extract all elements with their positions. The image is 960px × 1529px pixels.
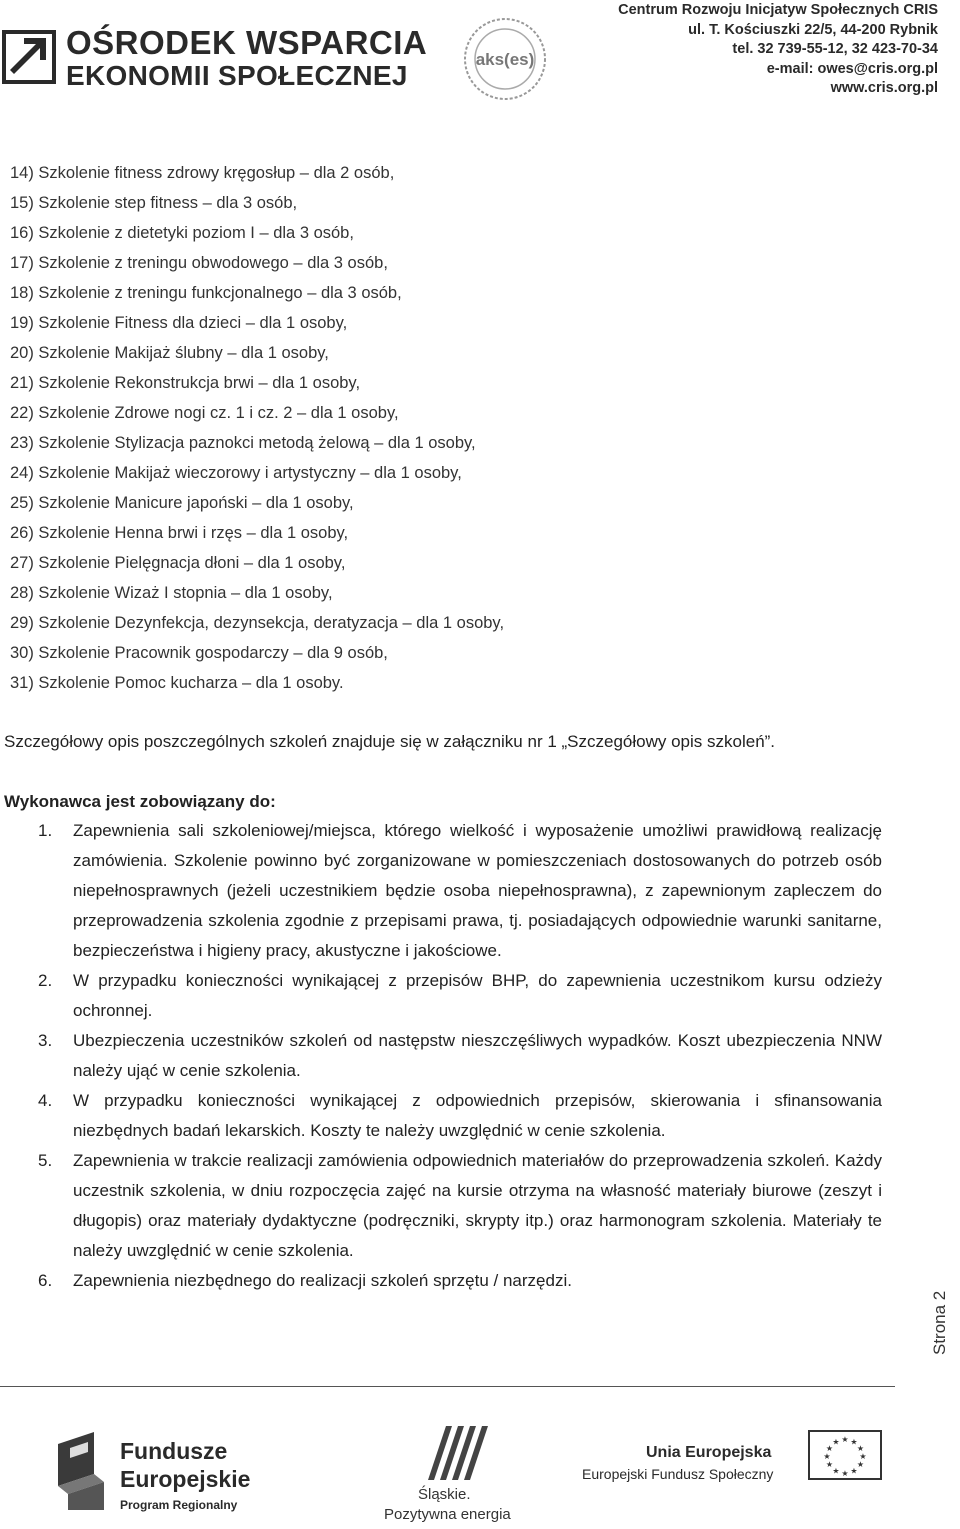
contact-website[interactable]: www.cris.org.pl: [830, 80, 938, 96]
svg-text:★: ★: [856, 1444, 865, 1453]
obligations-list: [0, 816, 882, 1296]
fe-line3: Program Regionalny: [120, 1498, 238, 1512]
eu-flag-icon: [808, 1430, 882, 1480]
list-item: 15) Szkolenie step fitness – dla 3 osób,: [10, 194, 298, 212]
list-item: 17) Szkolenie z treningu obwodowego – dla 3 osób,: [10, 254, 388, 272]
svg-text:★: ★: [850, 1466, 858, 1476]
svg-text:★: ★: [859, 1452, 867, 1461]
item-number: 6.: [38, 1271, 53, 1290]
slaskie-logo-icon: [418, 1420, 492, 1484]
obligation-item: [0, 1146, 882, 1266]
contact-org: Centrum Rozwoju Inicjatyw Społecznych CRIS: [618, 2, 938, 18]
svg-text:★: ★: [825, 1444, 834, 1453]
item-text: Ubezpieczenia uczestników szkoleń od następstw nieszczęśliwych wypadków. Koszt ubezpieczenia NNW należy ująć w cenie szkolenia.: [73, 1031, 882, 1080]
fundusze-europejskie-logo-icon: [52, 1430, 110, 1512]
obligation-item: [0, 1266, 882, 1296]
svg-text:★: ★: [856, 1460, 865, 1469]
svg-text:★: ★: [841, 1469, 849, 1478]
item-number: 1.: [38, 821, 53, 840]
description-paragraph: Szczegółowy opis poszczególnych szkoleń znajduje się w załączniku nr 1 „Szczegółowy opis szkoleń”.: [4, 732, 776, 751]
item-text: W przypadku konieczności wynikającej z odpowiednich przepisów, skierowania i sfinansowania niezbędnych badań lekarskich. Koszty te należy uwzględnić w cenie szkolenia.: [73, 1091, 882, 1140]
list-item: 24) Szkolenie Makijaż wieczorowy i artystyczny – dla 1 osoby,: [10, 464, 462, 482]
obligation-item: [0, 1026, 882, 1086]
list-item: 30) Szkolenie Pracownik gospodarczy – dla 9 osób,: [10, 644, 388, 662]
training-list: [10, 158, 890, 698]
item-number: 4.: [38, 1091, 53, 1110]
list-item: 31) Szkolenie Pomoc kucharza – dla 1 osoby.: [10, 674, 344, 692]
contact-block: [578, 1, 938, 99]
list-item: 23) Szkolenie Stylizacja paznokci metodą żelową – dla 1 osoby,: [10, 434, 476, 452]
list-item: 16) Szkolenie z dietetyki poziom I – dla 3 osób,: [10, 224, 354, 242]
org-name-line1: OŚRODEK WSPARCIA: [66, 24, 428, 61]
owes-logo-icon: [2, 30, 56, 84]
item-text: Zapewnienia sali szkoleniowej/miejsca, którego wielkość i wyposażenie umożliwi prawidłową realizację zamówienia. Szkolenie powinno być zorganizowane w pomieszczeniach dostosowanych do potrzeb osób niepełnosprawnych (jeżeli uczestnikiem będzie osoba niepełnosprawna), z zapewnionym zapleczem do przeprowadzenia szkolenia zgodnie z przepisami prawa, tj. posiadających odpowiednie warunki sanitarne, bezpieczeństwa i higieny pracy, akustyczne i jakościowe.: [73, 821, 882, 960]
item-number: 5.: [38, 1151, 53, 1170]
seal-text: aks(es): [475, 50, 535, 69]
footer-divider: [0, 1386, 895, 1387]
page-number: [930, 1290, 960, 1375]
list-item: 18) Szkolenie z treningu funkcjonalnego – dla 3 osób,: [10, 284, 402, 302]
item-text: W przypadku konieczności wynikającej z przepisów BHP, do zapewnienia uczestnikom kursu odzieży ochronnej.: [73, 971, 882, 1020]
aks-seal-logo: [450, 16, 560, 102]
svg-text:★: ★: [832, 1437, 840, 1447]
fe-line2: Europejskie: [120, 1466, 251, 1492]
svg-text:★: ★: [841, 1435, 849, 1444]
org-name-line2: EKONOMII SPOŁECZNEJ: [66, 60, 408, 91]
obligation-item: [0, 1086, 882, 1146]
list-item: 29) Szkolenie Dezynfekcja, dezynsekcja, deratyzacja – dla 1 osoby,: [10, 614, 505, 632]
list-item: 28) Szkolenie Wizaż I stopnia – dla 1 osoby,: [10, 584, 333, 602]
svg-text:★: ★: [832, 1466, 840, 1476]
fe-line1: Fundusze: [120, 1438, 228, 1464]
list-item: 26) Szkolenie Henna brwi i rzęs – dla 1 osoby,: [10, 524, 349, 542]
contact-email[interactable]: e-mail: owes@cris.org.pl: [766, 60, 938, 77]
svg-text:★: ★: [825, 1460, 834, 1469]
list-item: 14) Szkolenie fitness zdrowy kręgosłup – dla 2 osób,: [10, 164, 395, 182]
obligations-heading: Wykonawca jest zobowiązany do:: [4, 792, 276, 811]
contact-address: ul. T. Kościuszki 22/5, 44-200 Rybnik: [688, 21, 938, 38]
item-number: 2.: [38, 971, 53, 990]
ue-line1: Unia Europejska: [646, 1444, 772, 1461]
contact-phone: tel. 32 739-55-12, 32 423-70-34: [732, 41, 938, 57]
list-item: 22) Szkolenie Zdrowe nogi cz. 1 i cz. 2 – dla 1 osoby,: [10, 404, 399, 422]
slaskie-line1: Śląskie.: [418, 1486, 471, 1503]
item-number: 3.: [38, 1031, 53, 1050]
slaskie-line2: Pozytywna energia: [384, 1506, 511, 1523]
obligation-item: [0, 966, 882, 1026]
ue-line2: Europejski Fundusz Społeczny: [582, 1466, 774, 1482]
list-item: 20) Szkolenie Makijaż ślubny – dla 1 osoby,: [10, 344, 329, 362]
svg-text:★: ★: [850, 1437, 858, 1447]
list-item: 21) Szkolenie Rekonstrukcja brwi – dla 1 osoby,: [10, 374, 361, 392]
item-text: Zapewnienia niezbędnego do realizacji szkoleń sprzętu / narzędzi.: [73, 1271, 572, 1290]
list-item: 27) Szkolenie Pielęgnacja dłoni – dla 1 osoby,: [10, 554, 346, 572]
svg-text:★: ★: [823, 1452, 831, 1461]
page-number-text: Strona 2: [930, 1290, 949, 1355]
list-item: 25) Szkolenie Manicure japoński – dla 1 osoby,: [10, 494, 354, 512]
item-text: Zapewnienia w trakcie realizacji zamówienia odpowiednich materiałów do przeprowadzenia szkoleń. Każdy uczestnik szkolenia, w dniu rozpoczęcia zajęć na kursie otrzyma na własność materiały biurowe (zeszyt i długopis) oraz materiały dydaktyczne (podręczniki, skrypty itp.) oraz harmonogram szkolenia. Materiały te należy uwzględnić w cenie szkolenia.: [73, 1151, 882, 1260]
list-item: 19) Szkolenie Fitness dla dzieci – dla 1 osoby,: [10, 314, 348, 332]
obligation-item: [0, 816, 882, 966]
